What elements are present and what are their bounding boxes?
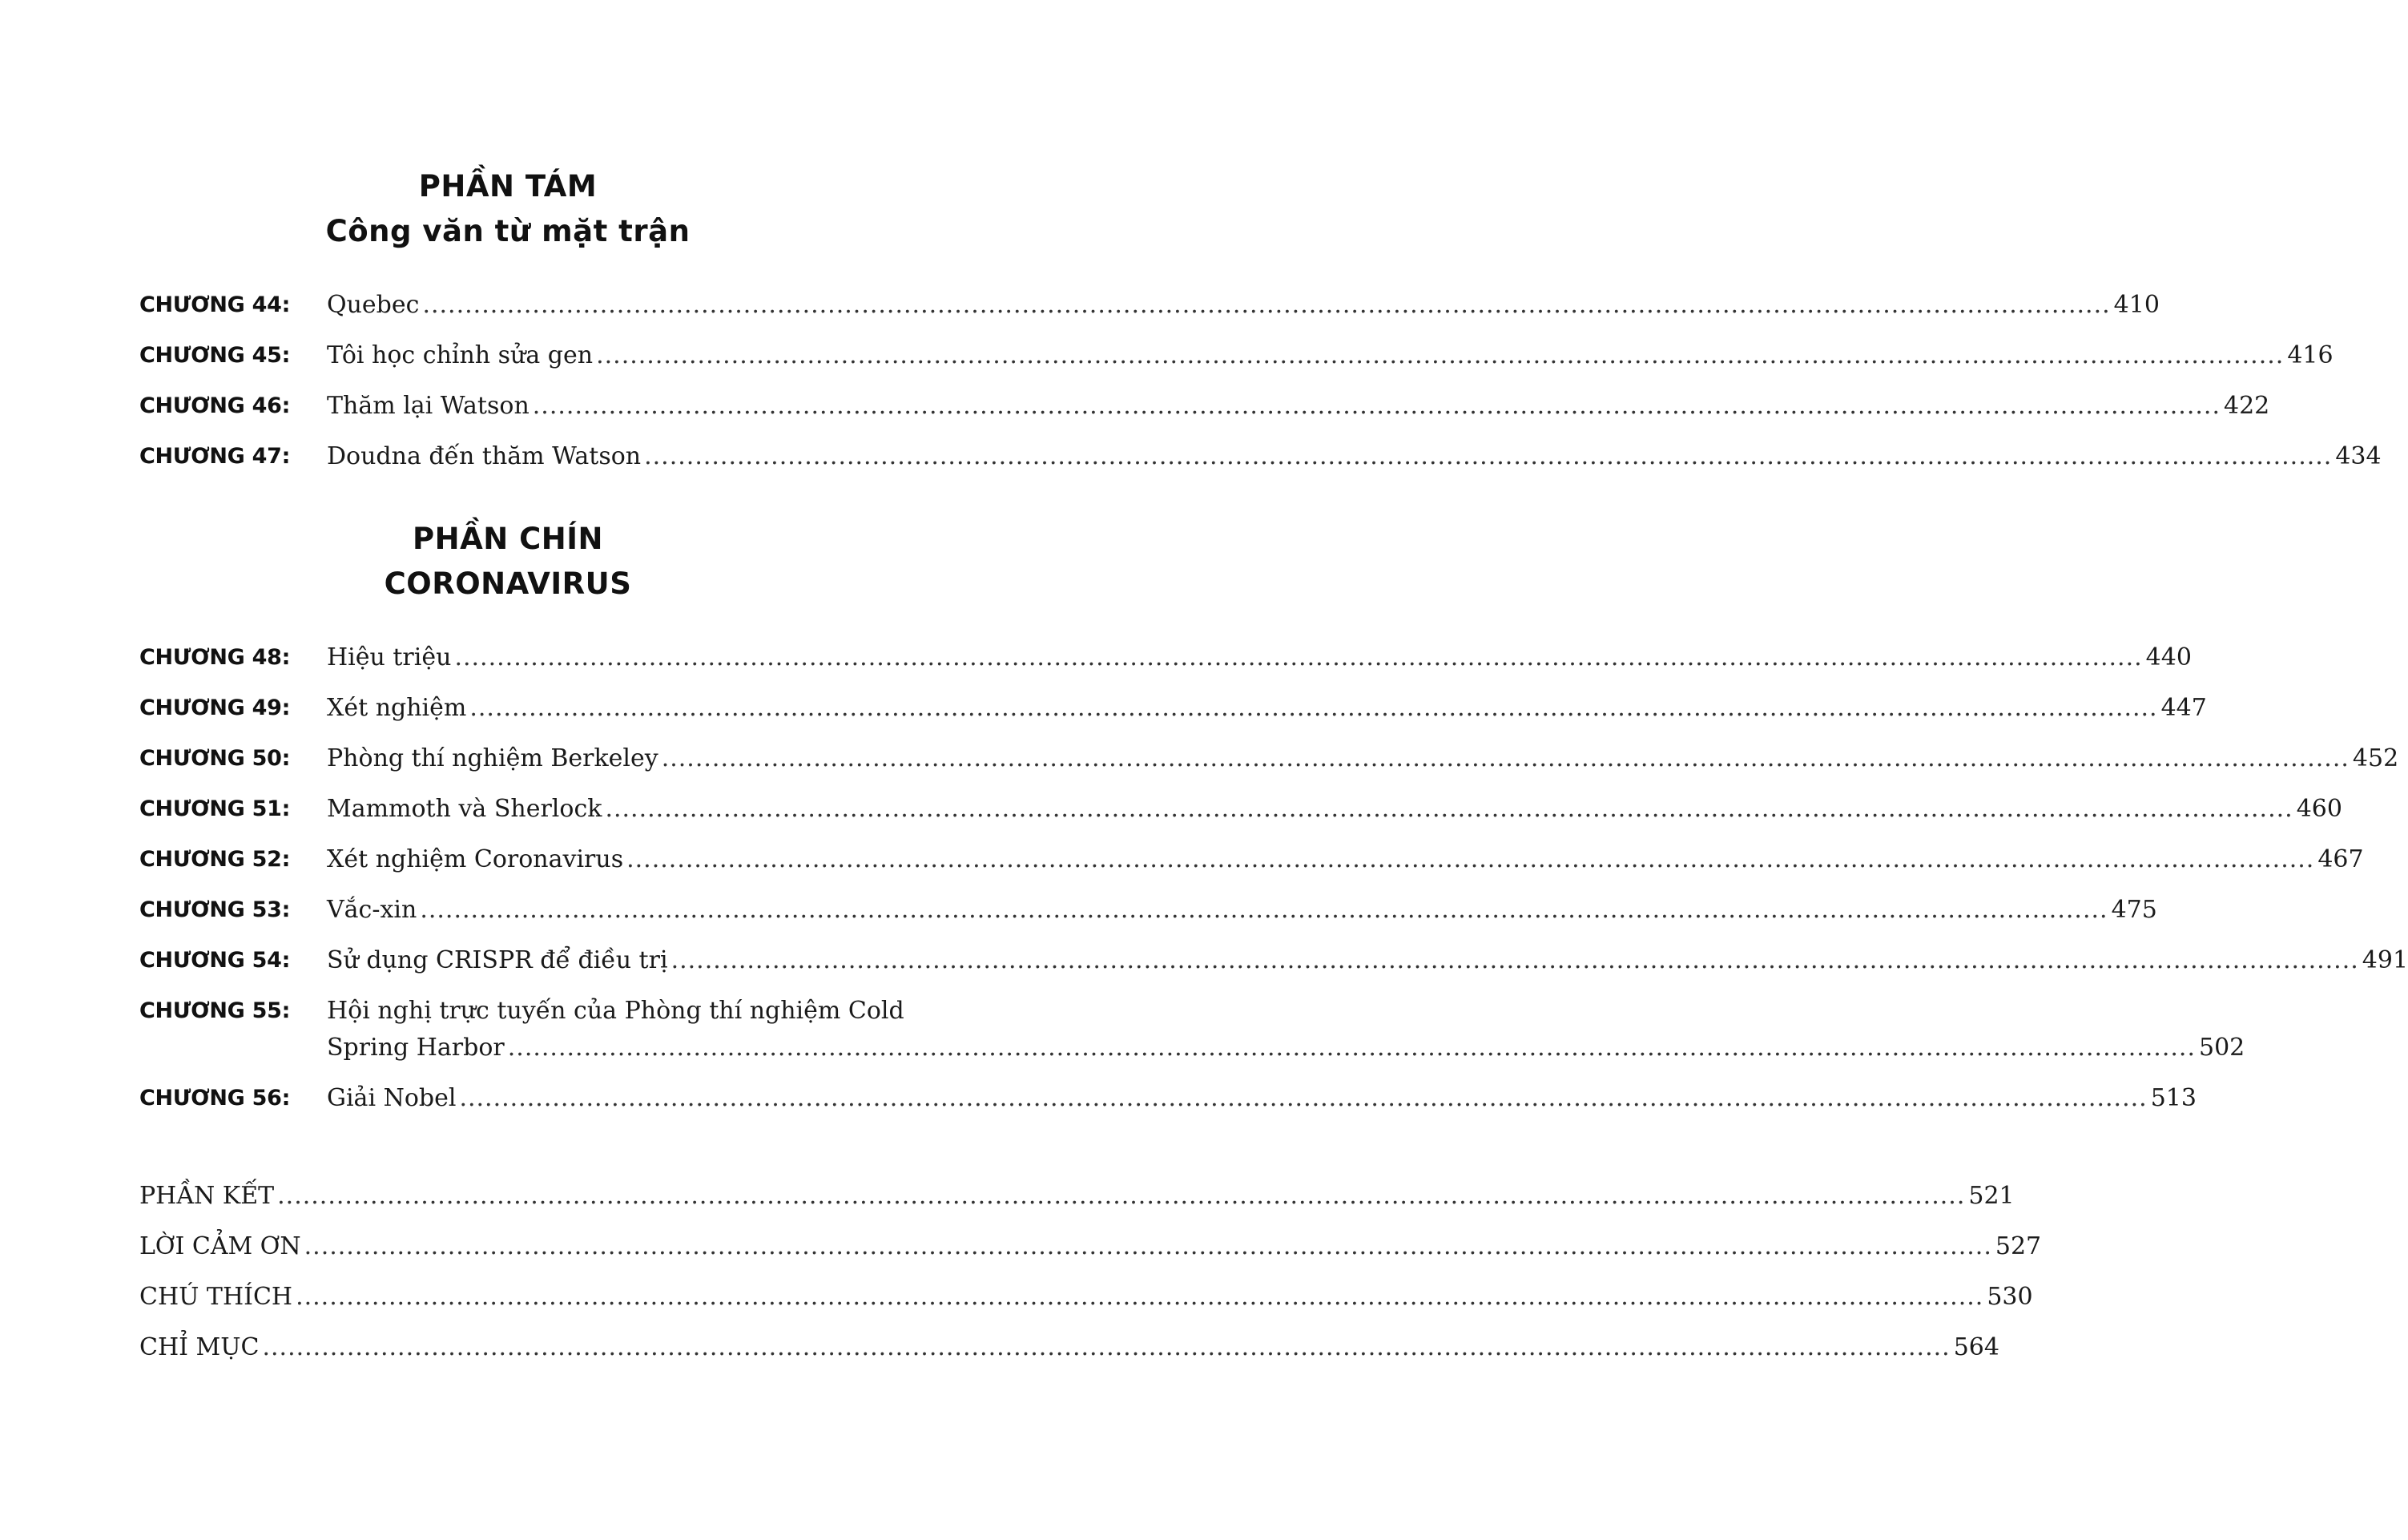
- chapter-title: Hiệu triệu: [327, 643, 452, 671]
- page-number: 452: [2352, 744, 2399, 772]
- toc-row-notes: [139, 1279, 2033, 1329]
- page-number: 530: [1987, 1283, 2033, 1311]
- chapter-title: Doudna đến thăm Watson: [327, 442, 642, 470]
- page-number: 447: [2160, 694, 2207, 722]
- chapter-title-line-1: Hội nghị trực tuyến của Phòng thí nghiệm Cold: [327, 997, 904, 1025]
- part-nine-title: CORONAVIRUS: [384, 566, 632, 601]
- dot-leader: [454, 639, 2142, 676]
- dot-leader: [422, 287, 2110, 324]
- dot-leader: [605, 791, 2293, 828]
- page-number: 502: [2198, 1034, 2245, 1062]
- toc-row-chapter-48: [139, 639, 2192, 690]
- dot-leader: [420, 892, 2108, 929]
- dot-leader: [277, 1178, 1965, 1215]
- dot-leader: [304, 1228, 1992, 1265]
- chapter-title: Xét nghiệm: [327, 694, 467, 722]
- toc-row-chapter-54: [139, 942, 2408, 993]
- chapter-title-line-2: Spring Harbor: [327, 1034, 505, 1062]
- chapter-label: CHƯƠNG 55:: [139, 998, 291, 1023]
- chapter-label: CHƯƠNG 53:: [139, 897, 291, 922]
- page-number: 467: [2317, 845, 2364, 873]
- toc-row-chapter-45: [139, 337, 2334, 388]
- part-eight-label: PHẦN TÁM: [418, 169, 598, 204]
- page-number: 513: [2150, 1084, 2197, 1112]
- toc-row-chapter-44: [139, 287, 2160, 337]
- chapter-title: Sử dụng CRISPR để điều trị: [327, 946, 668, 974]
- section-title: CHÚ THÍCH: [139, 1283, 293, 1311]
- chapter-label: CHƯƠNG 49:: [139, 695, 291, 720]
- dot-leader: [533, 388, 2221, 425]
- toc-row-chapter-52: [139, 841, 2364, 892]
- page-number: 422: [2224, 392, 2270, 420]
- page-number: 475: [2111, 896, 2157, 924]
- section-title: CHỈ MỤC: [139, 1333, 260, 1361]
- page-number: 440: [2145, 643, 2192, 671]
- back-matter-list: [139, 1178, 2042, 1380]
- dot-leader: [662, 740, 2350, 777]
- chapter-label: CHƯƠNG 46:: [139, 393, 291, 418]
- page-number: 410: [2113, 291, 2160, 319]
- page-number: 460: [2296, 795, 2342, 823]
- page-number: 434: [2335, 442, 2382, 470]
- chapter-label: CHƯƠNG 54:: [139, 948, 291, 973]
- section-title: LỜI CẢM ƠN: [139, 1232, 301, 1260]
- chapter-label: CHƯƠNG 56:: [139, 1086, 291, 1111]
- page-number: 527: [1995, 1232, 2042, 1260]
- toc-row-chapter-55: [139, 993, 2245, 1080]
- dot-leader: [596, 337, 2284, 374]
- part-eight-heading: [139, 164, 876, 254]
- chapter-title: Phòng thí nghiệm Berkeley: [327, 744, 658, 772]
- section-title: PHẦN KẾT: [139, 1182, 275, 1210]
- dot-leader: [626, 841, 2314, 878]
- chapter-label: CHƯƠNG 48:: [139, 645, 291, 670]
- toc-row-chapter-50: [139, 740, 2399, 791]
- chapter-label: CHƯƠNG 47:: [139, 444, 291, 469]
- chapter-label: CHƯƠNG 52:: [139, 847, 291, 872]
- toc-row-chapter-53: [139, 892, 2157, 942]
- chapter-title: Mammoth và Sherlock: [327, 795, 602, 823]
- chapter-title: Giải Nobel: [327, 1084, 457, 1112]
- chapter-title: Tôi học chỉnh sửa gen: [327, 341, 594, 369]
- part-eight-chapter-list: [139, 287, 2382, 489]
- dot-leader: [644, 438, 2332, 475]
- page-number: 564: [1953, 1333, 1999, 1361]
- part-nine-chapter-list: [139, 639, 2408, 1131]
- chapter-label: CHƯƠNG 50:: [139, 746, 291, 771]
- toc-row-chapter-51: [139, 791, 2342, 841]
- toc-row-chapter-46: [139, 388, 2270, 438]
- toc-row-chapter-47: [139, 438, 2382, 489]
- part-eight-title: Công văn từ mặt trận: [325, 214, 691, 248]
- dot-leader: [262, 1329, 1950, 1366]
- part-nine-heading: [139, 517, 876, 607]
- dot-leader: [508, 1030, 2196, 1066]
- chapter-label: CHƯƠNG 44:: [139, 292, 291, 317]
- page-number: 416: [2287, 341, 2334, 369]
- chapter-label: CHƯƠNG 45:: [139, 343, 291, 368]
- chapter-title: Thăm lại Watson: [327, 392, 530, 420]
- part-nine-label: PHẦN CHÍN: [413, 522, 603, 556]
- toc-row-chapter-56: [139, 1080, 2197, 1131]
- toc-row-chapter-49: [139, 690, 2207, 740]
- chapter-title: Vắc-xin: [327, 896, 417, 924]
- chapter-title: Quebec: [327, 291, 420, 319]
- dot-leader: [459, 1080, 2147, 1117]
- dot-leader: [296, 1279, 1983, 1316]
- dot-leader: [671, 942, 2359, 979]
- toc-row-acknowledgements: [139, 1228, 2042, 1279]
- toc-row-epilogue: [139, 1178, 2015, 1228]
- chapter-label: CHƯƠNG 51:: [139, 796, 291, 821]
- page-number: 491: [2362, 946, 2408, 974]
- chapter-title: Xét nghiệm Coronavirus: [327, 845, 624, 873]
- dot-leader: [469, 690, 2157, 727]
- toc-row-index: [139, 1329, 1999, 1380]
- page-number: 521: [1968, 1182, 2015, 1210]
